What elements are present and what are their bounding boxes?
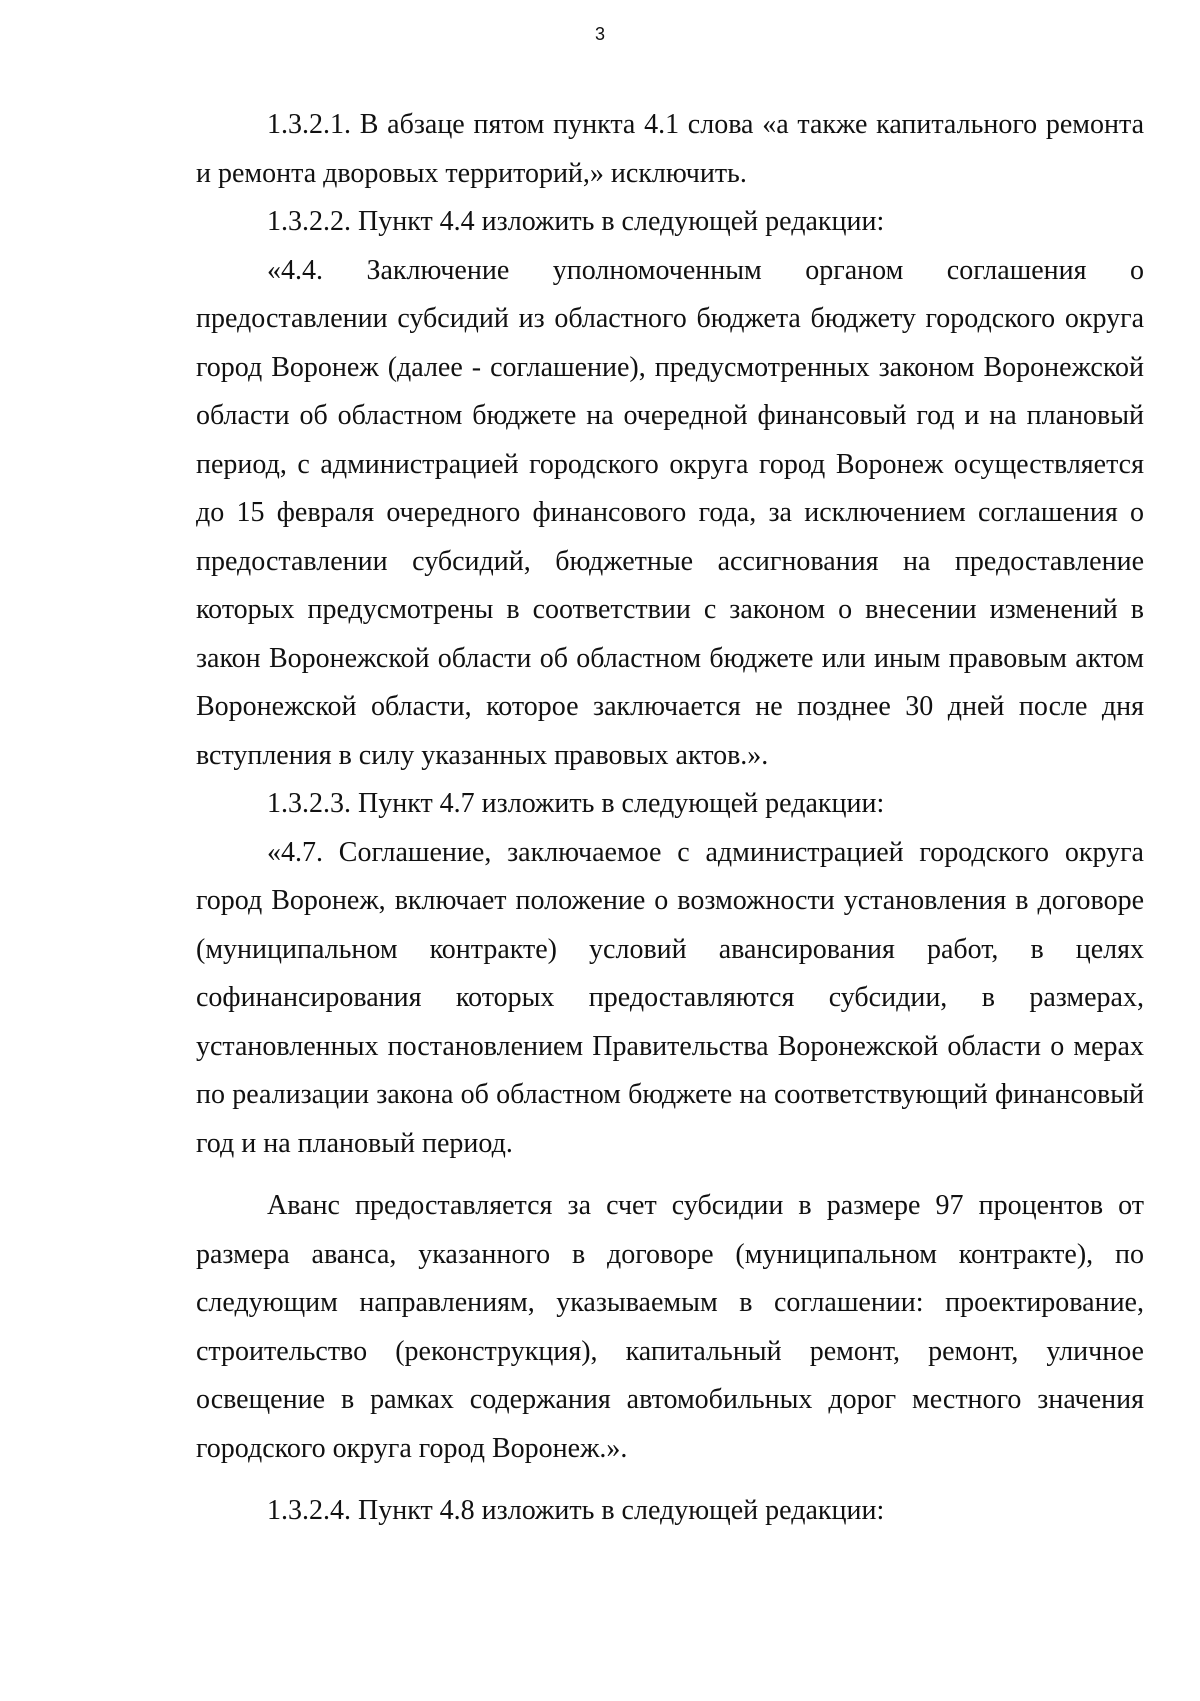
paragraph-1-3-2-2: 1.3.2.2. Пункт 4.4 изложить в следующей редакции: [267,206,885,237]
document-body [196,101,1144,1536]
paragraph-advance: Аванс предоставляется за счет субсидии в размере 97 процентов от размера аванса, указанного в договоре (муниципальном контракте), по следующим направлениям, указываемым в соглашении: проектирование, строительство (реконструкция), капитальный ремонт, ремонт, уличное освещение в рамках содержания автомобильных дорог местного значения городского округа город Воронеж.». [196,1190,1144,1464]
paragraph-4-4-text: «4.4. Заключение уполномоченным органом соглашения о предоставлении субсидий из областного бюджета бюджету городского округа город Воронеж (далее - соглашение), предусмотренных законом Воронежской области об областном бюджете на очередной финансовый год и на плановый период, с администрацией городского округа город Воронеж осуществляется до 15 февраля очередного финансового года, за исключением соглашения о предоставлении субсидий, бюджетные ассигнования на предоставление которых предусмотрены в соответствии с законом о внесении изменений в закон Воронежской области об областном бюджете или иным правовым актом Воронежской области, которое заключается не позднее 30 дней после дня вступления в силу указанных правовых актов.». [196,254,1144,771]
paragraph-1-3-2-1: 1.3.2.1. В абзаце пятом пункта 4.1 слова «а также капитального ремонта и ремонта дворовых территорий,» исключить. [196,109,1144,189]
paragraph-1-3-2-4: 1.3.2.4. Пункт 4.8 изложить в следующей редакции: [267,1495,885,1526]
page-number: 3 [594,24,605,44]
paragraph-4-7-text: «4.7. Соглашение, заключаемое с администрацией городского округа город Воронеж, включает положение о возможности установления в договоре (муниципальном контракте) условий авансирования работ, в целях софинансирования которых предоставляются субсидии, в размерах, установленных постановлением Правительства Воронежской области о мерах по реализации закона об областном бюджете на соответствующий финансовый год и на плановый период. [196,836,1144,1159]
paragraph-1-3-2-3: 1.3.2.3. Пункт 4.7 изложить в следующей редакции: [267,788,885,819]
